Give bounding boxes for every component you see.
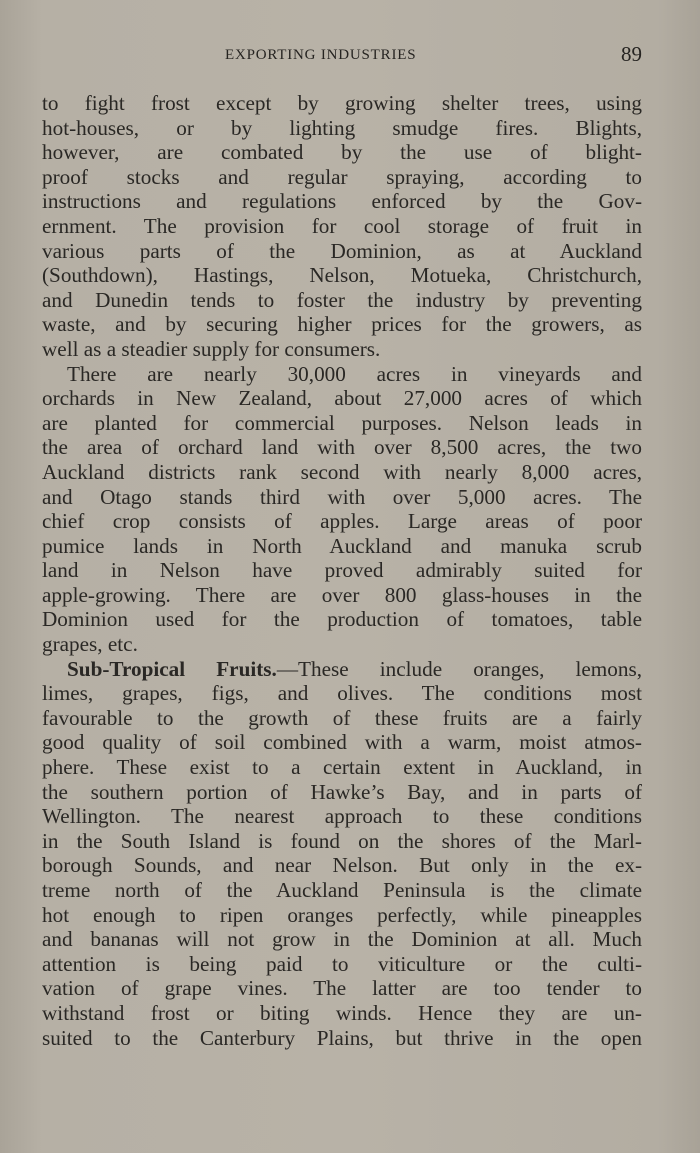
text-line: favourable to the growth of these fruits are a fairly bbox=[42, 705, 642, 730]
section-heading: Sub-Tropical Fruits. bbox=[67, 656, 277, 681]
text-line: however, are combated by the use of blight- bbox=[42, 140, 642, 165]
text-line: various parts of the Dominion, as at Auckland bbox=[42, 238, 642, 263]
text-line: the area of orchard land with over 8,500 acres, the two bbox=[42, 435, 642, 460]
text-line: Auckland districts rank second with nearly 8,000 acres, bbox=[42, 459, 642, 484]
text-line: attention is being paid to viticulture or the culti- bbox=[42, 951, 642, 976]
text-line: instructions and regulations enforced by the Gov- bbox=[42, 189, 642, 214]
text-line: hot enough to ripen oranges perfectly, while pineapples bbox=[42, 902, 642, 927]
text-line: limes, grapes, figs, and olives. The conditions most bbox=[42, 681, 642, 706]
text-line: hot-houses, or by lighting smudge fires. Blights, bbox=[42, 115, 642, 140]
text-line: to fight frost except by growing shelter trees, using bbox=[42, 91, 642, 115]
text-line: waste, and by securing higher prices for the growers, as bbox=[42, 312, 642, 337]
text-line: and bananas will not grow in the Dominion at all. Much bbox=[42, 927, 642, 952]
text-line: proof stocks and regular spraying, according to bbox=[42, 164, 642, 189]
text-line: good quality of soil combined with a warm, moist atmos- bbox=[42, 730, 642, 755]
text-line: pumice lands in North Auckland and manuka scrub bbox=[42, 533, 642, 558]
text-line: (Southdown), Hastings, Nelson, Motueka, Christchurch, bbox=[42, 263, 642, 288]
text-line: withstand frost or biting winds. Hence they are un- bbox=[42, 1000, 642, 1025]
text-line: orchards in New Zealand, about 27,000 acres of which bbox=[42, 386, 642, 411]
page-header bbox=[42, 38, 642, 78]
text-line: vation of grape vines. The latter are too tender to bbox=[42, 976, 642, 1001]
section-line bbox=[42, 657, 642, 682]
text-line: phere. These exist to a certain extent in Auckland, in bbox=[42, 755, 642, 780]
body-text bbox=[42, 91, 642, 1050]
page-number: 89 bbox=[621, 42, 642, 66]
text-line: apple-growing. There are over 800 glass-houses in the bbox=[42, 582, 642, 607]
section-line-text: —These include oranges, lemons, bbox=[276, 656, 642, 681]
text-line: Dominion used for the production of tomatoes, table bbox=[42, 607, 642, 632]
text-line: borough Sounds, and near Nelson. But only in the ex- bbox=[42, 853, 642, 878]
text-line: There are nearly 30,000 acres in vineyards and bbox=[67, 361, 642, 386]
text-line: the southern portion of Hawke’s Bay, and in parts of bbox=[42, 779, 642, 804]
text-line: treme north of the Auckland Peninsula is the climate bbox=[42, 878, 642, 902]
text-line: Wellington. The nearest approach to these conditions bbox=[42, 804, 642, 829]
running-head: EXPORTING INDUSTRIES bbox=[225, 47, 417, 63]
text-line: land in Nelson have proved admirably suited for bbox=[42, 558, 642, 583]
text-line: well as a steadier supply for consumers. bbox=[42, 336, 381, 361]
text-line: and Dunedin tends to foster the industry by preventing bbox=[42, 287, 642, 312]
text-line: are planted for commercial purposes. Nelson leads in bbox=[42, 410, 642, 435]
text-line: chief crop consists of apples. Large areas of poor bbox=[42, 509, 642, 534]
text-line: and Otago stands third with over 5,000 acres. The bbox=[42, 484, 642, 509]
text-line: grapes, etc. bbox=[42, 632, 138, 657]
text-line: suited to the Canterbury Plains, but thrive in the open bbox=[42, 1025, 642, 1050]
text-line: ernment. The provision for cool storage of fruit in bbox=[42, 213, 642, 238]
text-line: in the South Island is found on the shores of the Marl- bbox=[42, 828, 642, 853]
